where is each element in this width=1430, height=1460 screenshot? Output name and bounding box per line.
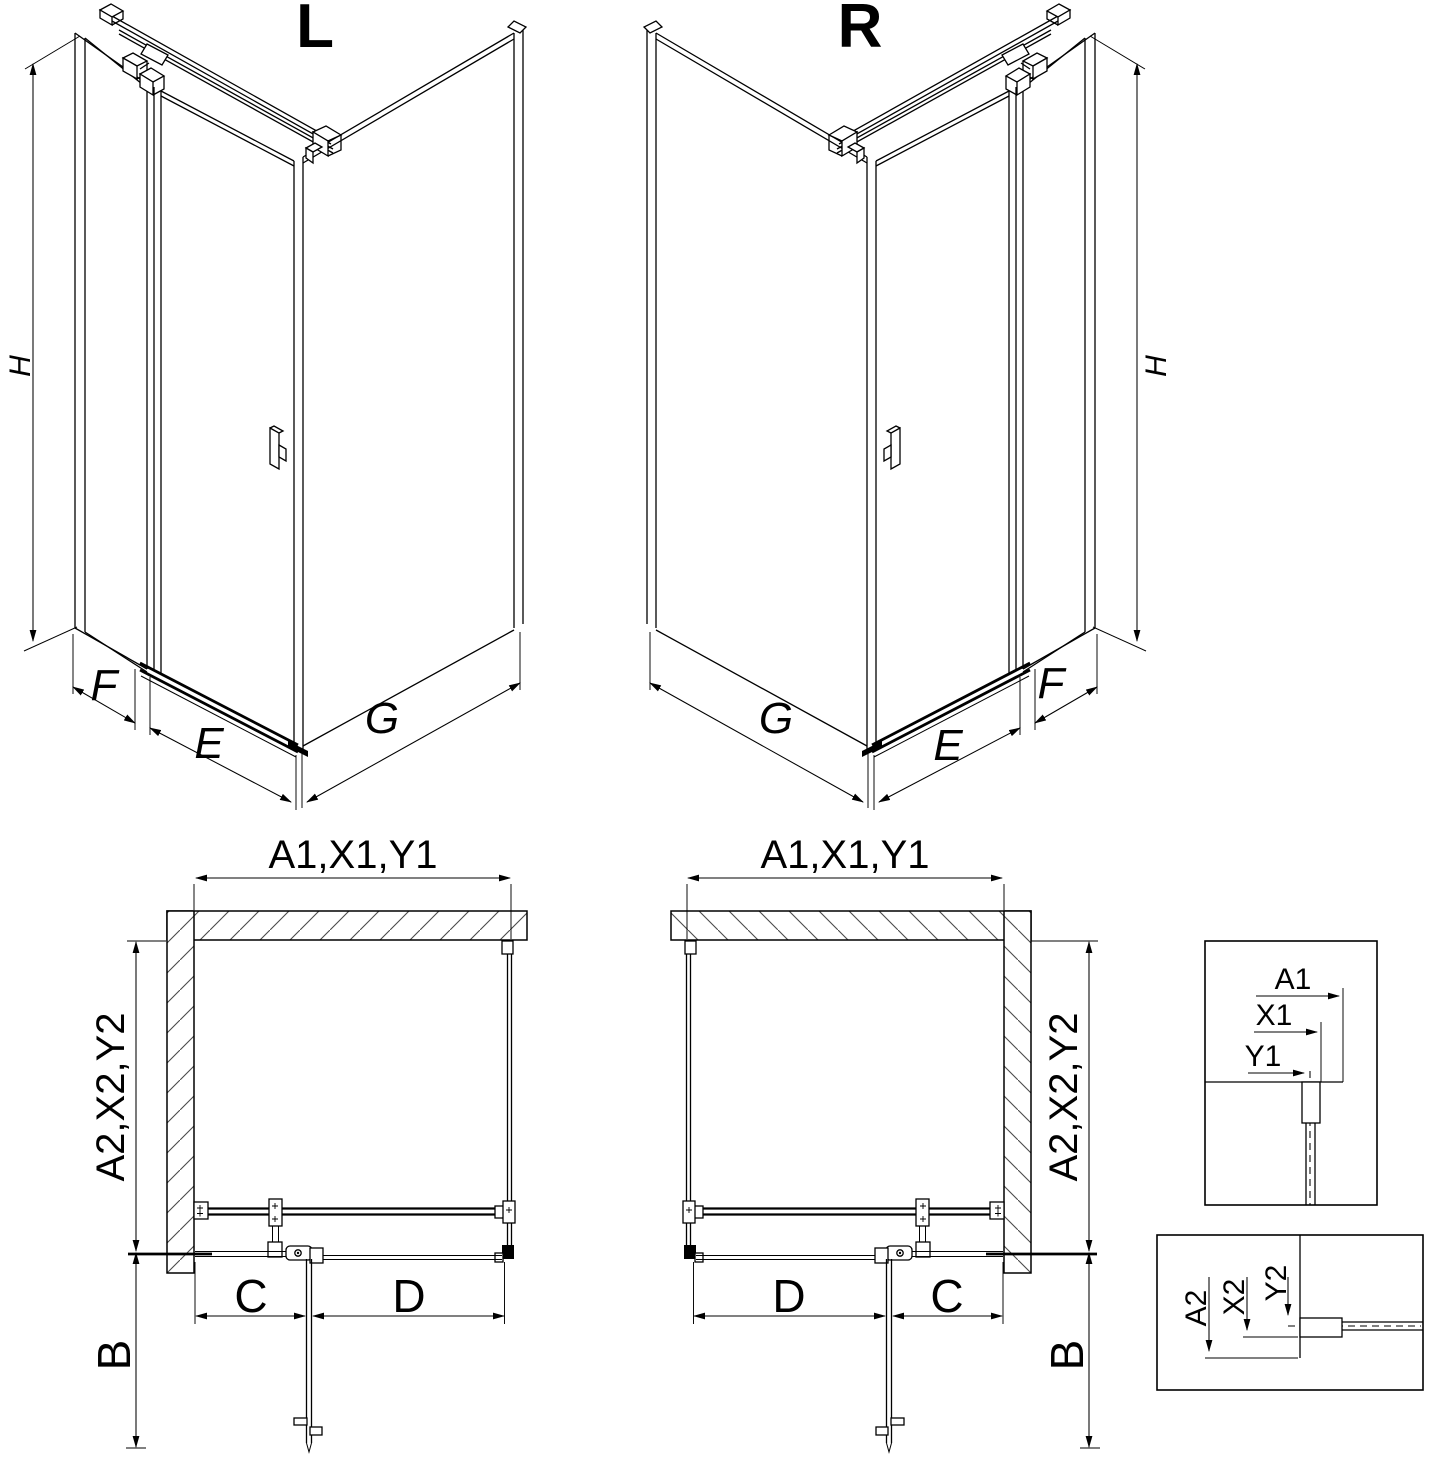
plan-left-dim-c: C [234, 1270, 268, 1322]
iso-view-left [4, 0, 526, 810]
detail-upper-x1: X1 [1255, 999, 1293, 1032]
iso-left-dim-f: F [90, 661, 118, 710]
detail-lower-a2: A2 [1180, 1289, 1213, 1327]
iso-right-dim-f: F [1037, 659, 1065, 708]
plan-right-dim-b: B [1041, 1339, 1093, 1371]
plan-view-right [671, 833, 1100, 1452]
detail-box-lower [1157, 1235, 1423, 1390]
detail-lower-x2: X2 [1218, 1278, 1251, 1316]
plan-left-dim-b: B [88, 1339, 140, 1371]
plan-right-dim-d: D [772, 1270, 806, 1322]
iso-left-dim-e: E [194, 719, 224, 768]
plan-left-dim-a2: A2,X2,Y2 [89, 1012, 133, 1182]
plan-right-dim-a2: A2,X2,Y2 [1042, 1012, 1086, 1182]
variant-label-left: L [296, 0, 334, 61]
iso-right-dim-g: G [758, 694, 794, 743]
iso-left-dim-h: H [4, 355, 37, 377]
detail-upper-a1: A1 [1274, 963, 1312, 996]
iso-view-right [644, 0, 1173, 810]
iso-left-dim-g: G [364, 694, 400, 743]
detail-upper-y1: Y1 [1244, 1040, 1282, 1073]
detail-box-upper [1205, 941, 1377, 1205]
plan-right-dim-c: C [930, 1270, 964, 1322]
iso-right-dim-h: H [1140, 355, 1173, 377]
plan-right-dim-a1: A1,X1,Y1 [760, 833, 930, 877]
plan-left-dim-a1: A1,X1,Y1 [268, 833, 438, 877]
detail-lower-y2: Y2 [1260, 1264, 1293, 1302]
variant-label-right: R [837, 0, 883, 61]
plan-left-dim-d: D [392, 1270, 426, 1322]
iso-right-dim-e: E [933, 721, 963, 770]
plan-view-left [88, 833, 527, 1452]
